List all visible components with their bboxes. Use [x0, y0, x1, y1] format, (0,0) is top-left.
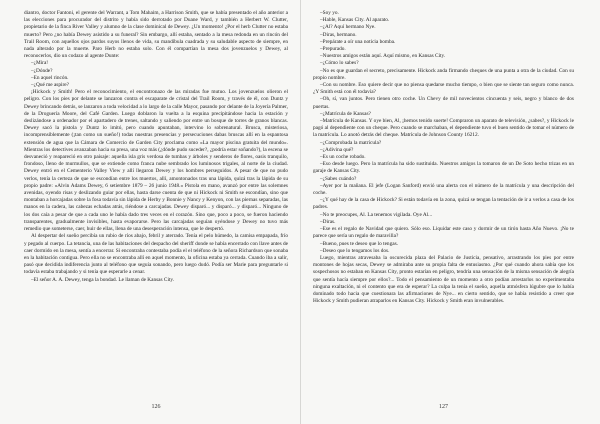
paragraph: –Es un coche robado. — [320, 154, 366, 161]
paragraph: –¿Matrícula de Kansas? — [320, 110, 371, 117]
paragraph: –¿Dónde? — [31, 67, 53, 74]
paragraph: –Diras. — [320, 218, 336, 225]
paragraph: –Soy yo. — [320, 10, 339, 16]
paragraph: –¿Al? Aquí hermano Nye. — [320, 24, 376, 31]
paragraph: –¿Cómo lo sabes? — [320, 60, 359, 67]
paragraph: –Hable, Kansas City. Al aparato. — [320, 17, 390, 24]
paragraph: –¿Sabes cuándo? — [320, 175, 357, 182]
paragraph: –No es que guardan el secreto, precisamente. Hickock anda firmando cheques de una punta a otra de la ciudad. Con su propio nombre. — [313, 67, 574, 81]
paragraph: ¡Hickock y Smith! Pero el reconocimiento, el encontronazo de las miradas fue mutuo. Los jovenzuelos olieron el peligro. Con los pies por delante se lanzaron contra el escaparate de cristal del Trail Room, y través de él, con Duntz y Dewey brincando detrás, se lanzaron a toda velocidad a lo largo de la calle Mayor, pasando por delante de la Joyería Palmer, de la Droguería Moore, del Café Garden. Luego doblaron la vuelta a la esquina precipitándose hacia la estación y deslizándose a ordenador por el apartadero de trenes, saltando y saliendo por entre un bosque de torres de granos blancas. Dewey sacó la pistola y Duntz lo imitó, pero cuando apuntaban, intervino lo sobrenatural. Brusca, misteriosa, incomprensiblemente (¡tan como un sueño!) todas nuestras presencias y persecuciones dabas bruscas allí en la espantosa extensión de agua que la Cámara de Comercio de Garden City proclama como «La mayor piscina gratuita del mundo». Mientras los detectives avanzaban hacia su presa, una voz más (¿dónde pudo suceder?, ¿podría estar soñando?), la escena se desvaneció y reapareció en otro paisaje: aquella isla gris verdosa de tumbas y árboles y senderos de flores, oasis tranquilo, frondoso, lleno de murmullos, que se extiende como franca nube sembrado los luminosos trigales, al norte de la ciudad. Dewey entró en el Cementerio Valley View y allí llegaron Dewey y los hombres perseguidos. A pesar de que no pudo verlos, tenía la certeza de que se escondían entre los muertos, allí, amontonados tras una lápida, quizá tras la lápida de su propio padre: «Alvin Adams Dewey, 6 setiembre 1879 – 26 junio 1948.» Pistola en mano, avanzó por entre las solemnes avenidas, oyendo risas y deslizando guiar por ellas, hasta darse cuenta de que ni Hickock ni Smith se escondían, sino que montaban a horcajadas sobre la fosa todavía sin lápida de Herby y Bonnie y Nancy y Kenyon, con las piernas separadas, las manos en la cadera, las cabezas echadas atrás, riéndose a carcajadas. Dewey disparó... y disparó... y disparó... Ninguno de los dos caía a pesar de que a cada uno le había dado tres veces en el corazón. Sino que, poco a poco, se fueron haciendo transparentes, gradualmente invisibles, hasta evaporarse. Pero las carcajadas seguían oyéndose y Dewey no tuvo más remedio que someterse, caer, huir de ellas, llena de una desesperación intensa, que le despertó. — [24, 89, 288, 233]
paragraph: –Diras, hermano. — [320, 31, 357, 38]
page-number: 126 — [151, 404, 161, 410]
paragraph: –¿Mira! — [31, 60, 49, 67]
paragraph: –Ayer por la mañana. El jefe (Logan Sanford) envió una alerta con el número de la matrícula y una descripción del coche. — [313, 182, 574, 197]
paragraph: –Eso desde luego. Pero la matrícula ha sido sustituida. Nuestros amigos la tomaron de un De Soto hecho trizas en un garaje de Kansas City. — [313, 161, 574, 175]
paragraph: –Deseo que lo tengamos los dos. — [320, 247, 390, 254]
page-number: 127 — [439, 404, 448, 410]
paragraph: –El señor A. A. Dewey, tenga la bondad. Le llaman de Kansas City. — [31, 276, 175, 283]
paragraph: –¿Adivina qué? — [320, 146, 354, 153]
paragraph: –Prepurado. — [320, 46, 346, 53]
paragraph: –¿Comprobada la matrícula? — [320, 139, 382, 146]
paragraph: –Prepárate a oír una noticia bomba. — [320, 38, 396, 45]
paragraph: –Ese es el regalo de Navidad que quiero. Sólo eso. Liquidar este caso y dormir de un tirón hasta Año Nuevo. ¡No te parece que sería un regalo de maravilla? — [313, 226, 574, 240]
paragraph: –Bueno, pues te deseo que lo tengas. — [320, 240, 398, 247]
paragraph: –¿Y qué hay de la casa de Hickock? Si están todavía en la zona, quizá se tengan la tentación de ir a verlos a casa de los padres. — [313, 197, 574, 211]
paragraph: –En aquel rincón. — [31, 74, 69, 81]
paragraph: Luego, mientras atravesaba la oscurecida plaza del Palacio de Justicia, pensativo, arrastrando los pies por entre montones de hojas secas, Dewey se admiraba ante su propia falta de entusiasmo. ¿Por qué cuando ahora sabía que los sospechosos no estaban en Kansas City, pronto estarían en peligro, tendría una sensación de la misma sensación de alegría que sentía hacía siempre por ellos?... Todo el pensamiento de un momento a otro podían arrestarlos no experimentaba ninguna exaltación, ni el contento que era de esperar? La culpa la tenía el sueño, aquella atmósfera lúgubre que lo había dominado todo hacia que cuestionara las afirmaciones de Nye... en cierto sentido, que se había resistido a creer que Hickock y Smith pudieran atraparlos en Kansas City. Hickock y Smith eran invulnerables. — [313, 254, 574, 305]
paragraph: –Matrícula de Kansas. Y oye bien, Al, ¡hemos tenido suerte! Compraron un aparato de televisión, ¿sabes?, y Hickock le pagó al dependiente con un cheque. Pero cuando se marchaban, el dependiente tuvo el buen sentido de tomar el número de la matrícula. Lo anotó detrás del cheque. Matrícula de Johnson County 16212. — [313, 118, 574, 139]
paragraph: –Oh, sí, van juntos. Pero tienen otro coche. Un Chevy de mil novecientos cincuenta y seis, negro y blanco de dos puertas. — [313, 96, 574, 110]
paragraph: –Con su nombre. Eso quiere decir que no piensa quedarse mucho tiempo, o bien que se siente tan seguro como nunca. ¿Y Smith está con él todavía? — [313, 82, 574, 96]
paragraph: Al despertar del sueño percibía un rubio de ríos abajo, febril y aterrado. Tenía el pelo húmedo, la camisa empapada, frío y pegado al cuerpo. La tetancia, una de las habitaciones del despacho del sheriff donde se había encerrado con llave antes de caer dormido en la mesa, sentía a encerrar. Si encontraba contestaba podía el el teléfono de la señora Richardson que sonaba en la habitación contigua. Pero ella no se encontraba allí en aquel momento, la oficina estaba ya cerrada. Cuando iba a salir, pasó que decidida indiferencia junto al teléfono que seguía sonando, pero luego dudó. Podía ser Marie para preguntarle si todavía estaba trabajando y si tenía que esperarle a cenar. — [24, 233, 288, 276]
left-page-text — [24, 10, 288, 386]
paragraph: –Nuestros amigos están aquí. Aquí mismo, en Kansas City. — [320, 53, 446, 60]
right-page-text — [313, 10, 574, 386]
paragraph: –¿Qué me aspire? — [31, 82, 69, 89]
paragraph: –No te preocupes, Al. La tenemos vigilada. Oye Al... — [320, 211, 433, 218]
right-page — [300, 0, 600, 424]
paragraph: diantro, doctor Fantoni, el gerente del Warrant, a Tom Mahaim, a Harrison Smith, que se había presentado el año anterior a las elecciones para procurador del distrito y había sido derrotado por Duane Ward, y también a Herbert W. Clutter, propietario de la finca River Valley y alumno de la clase dominical de Dewey. ¿Un momento! ¿Por el herb Clutter no estaba muerto? Pero ¿no había Dewey asistido a su funeral? Sin embargo, allí estaba, sentado a la mesa redonda en un rincón del Trail Room, con aquellos ojos pardos suyos llenos de vida, su mandíbula cuadrada y su saludable aspecto de siempre, en nada alterado por la muerte. Paro Herb no estaba solo. Con él compartían la mesa dos jovenzuelos y Dewey, al reconocerlos, dio un codazo al agente Dunte: — [24, 10, 288, 60]
